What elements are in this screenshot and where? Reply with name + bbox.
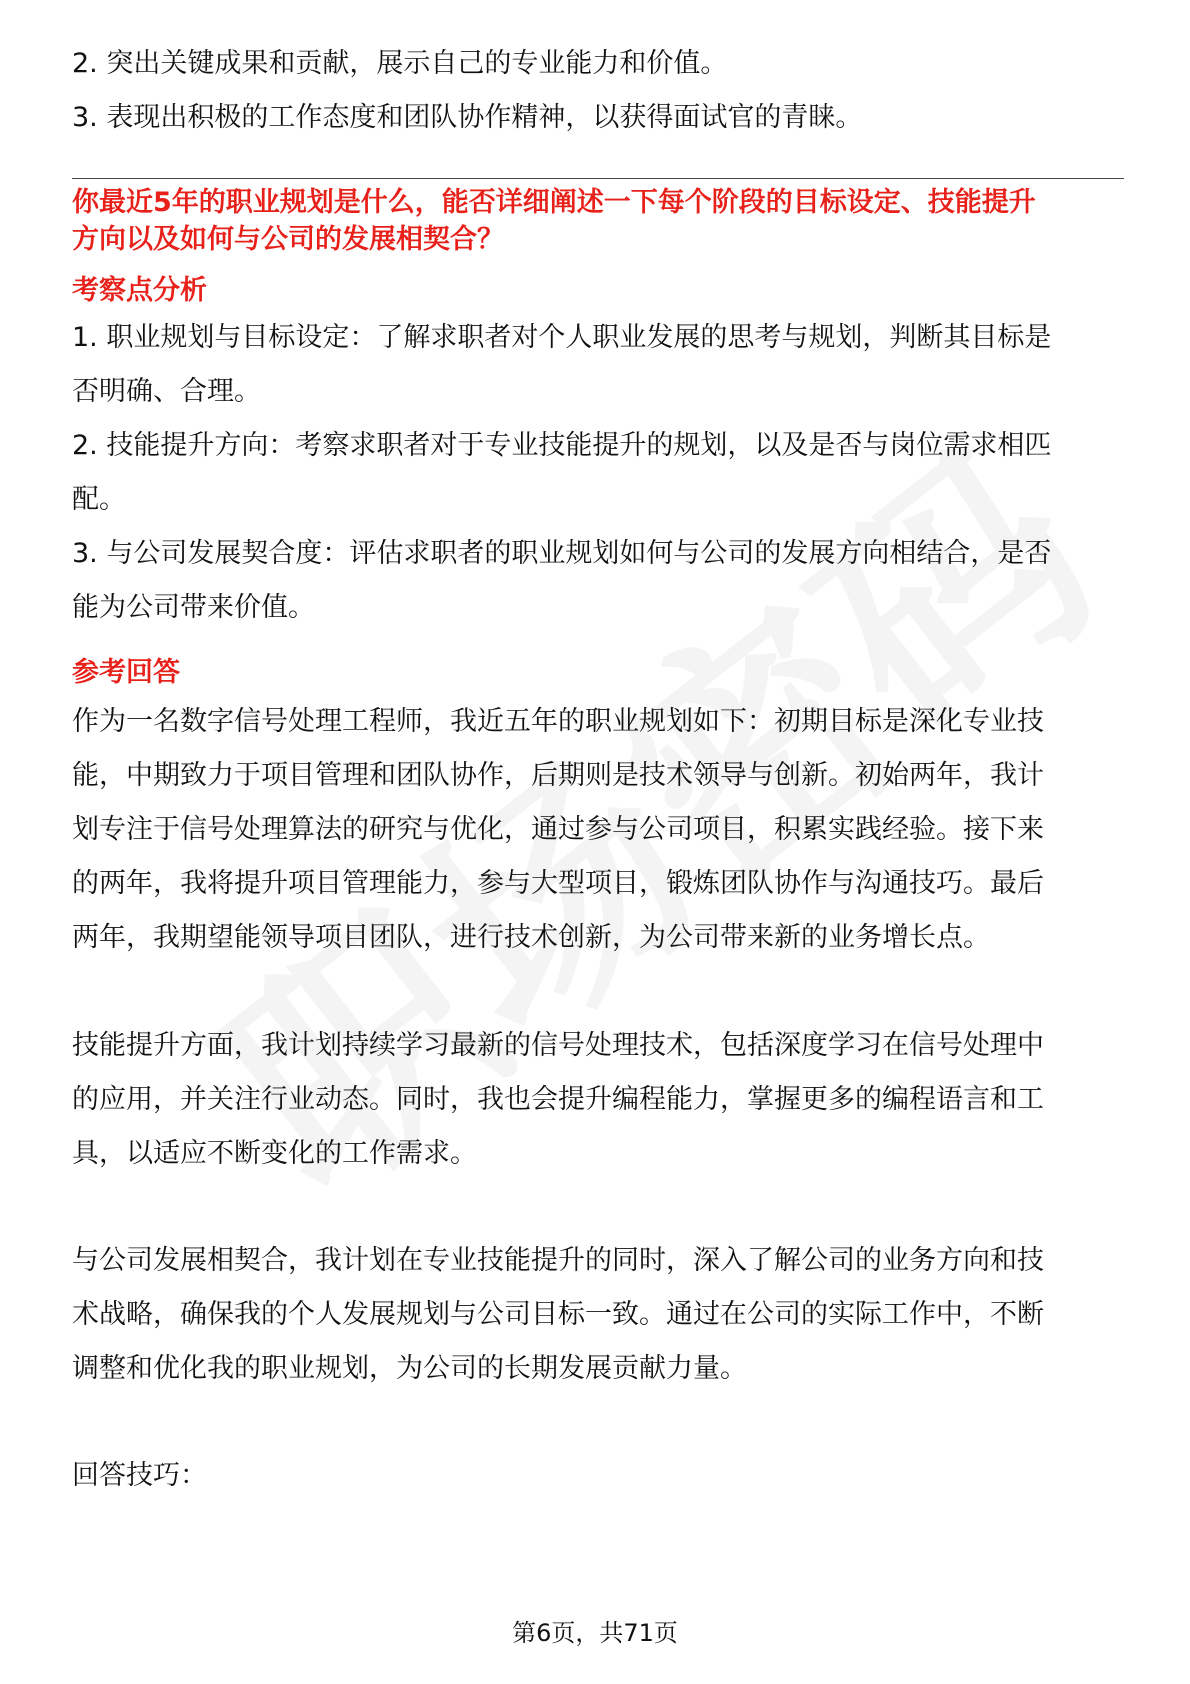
answer-paragraph-line: 的两年，我将提升项目管理能力，参与大型项目，锻炼团队协作与沟通技巧。最后	[72, 868, 1044, 899]
list-item: 2. 突出关键成果和贡献，展示自己的专业能力和价值。	[72, 48, 728, 79]
answer-paragraph-line: 具，以适应不断变化的工作需求。	[72, 1138, 477, 1169]
answer-paragraph-line: 划专注于信号处理算法的研究与优化，通过参与公司项目，积累实践经验。接下来	[72, 814, 1044, 845]
answer-paragraph-line: 能，中期致力于项目管理和团队协作，后期则是技术领导与创新。初始两年，我计	[72, 760, 1044, 791]
analysis-line: 3. 与公司发展契合度：评估求职者的职业规划如何与公司的发展方向相结合，是否	[72, 538, 1052, 569]
answer-paragraph-line: 技能提升方面，我计划持续学习最新的信号处理技术，包括深度学习在信号处理中	[72, 1030, 1044, 1061]
answer-paragraph-line: 调整和优化我的职业规划，为公司的长期发展贡献力量。	[72, 1353, 747, 1384]
analysis-line: 配。	[72, 484, 126, 515]
analysis-line: 否明确、合理。	[72, 376, 261, 407]
section-divider	[72, 178, 1124, 179]
question-title-line-2: 方向以及如何与公司的发展相契合？	[72, 224, 504, 255]
answer-paragraph-line: 作为一名数字信号处理工程师，我近五年的职业规划如下：初期目标是深化专业技	[72, 706, 1044, 737]
answer-paragraph-line: 与公司发展相契合，我计划在专业技能提升的同时，深入了解公司的业务方向和技	[72, 1245, 1044, 1276]
analysis-line: 能为公司带来价值。	[72, 592, 315, 623]
analysis-heading: 考察点分析	[72, 275, 207, 306]
list-item: 3. 表现出积极的工作态度和团队协作精神，以获得面试官的青睐。	[72, 102, 863, 133]
analysis-line: 2. 技能提升方向：考察求职者对于专业技能提升的规划，以及是否与岗位需求相匹	[72, 430, 1052, 461]
question-title-line-1: 你最近5年的职业规划是什么，能否详细阐述一下每个阶段的目标设定、技能提升	[72, 187, 1036, 218]
answer-heading: 参考回答	[72, 657, 180, 688]
tips-label: 回答技巧：	[72, 1460, 207, 1491]
analysis-line: 1. 职业规划与目标设定：了解求职者对个人职业发展的思考与规划，判断其目标是	[72, 322, 1052, 353]
answer-paragraph-line: 两年，我期望能领导项目团队，进行技术创新，为公司带来新的业务增长点。	[72, 922, 990, 953]
answer-paragraph-line: 术战略，确保我的个人发展规划与公司目标一致。通过在公司的实际工作中，不断	[72, 1299, 1044, 1330]
page-number: 第6页，共71页	[512, 1619, 678, 1647]
answer-paragraph-line: 的应用，并关注行业动态。同时，我也会提升编程能力，掌握更多的编程语言和工	[72, 1084, 1044, 1115]
